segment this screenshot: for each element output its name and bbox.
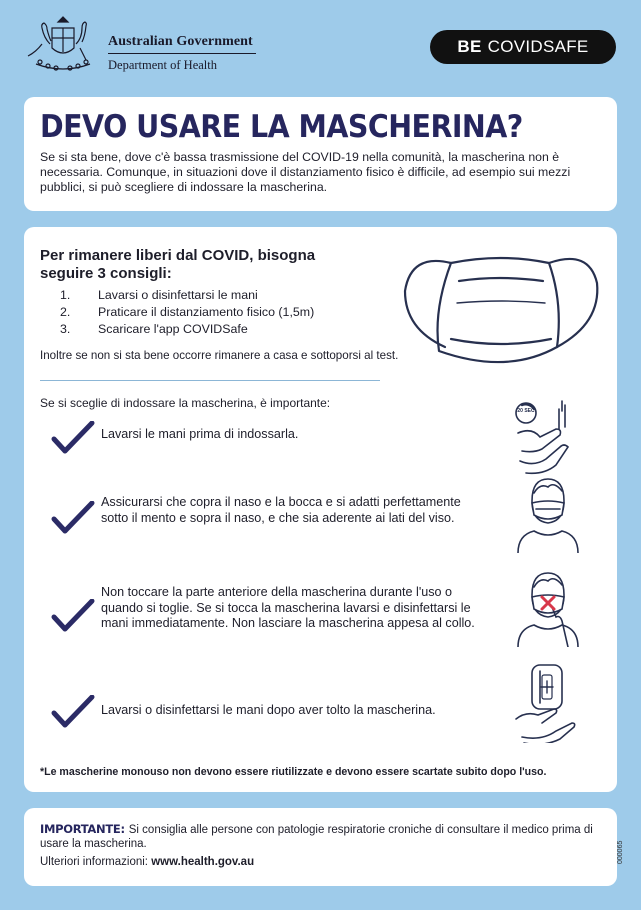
document-code: 000065 [617, 840, 624, 864]
do-not-touch-mask-icon [512, 567, 582, 647]
step-text: Lavarsi le mani prima di indossarla. [101, 427, 299, 441]
health-website-link[interactable]: www.health.gov.au [151, 856, 255, 868]
more-info-label: Ulteriori informazioni: [40, 856, 149, 868]
step-text: Lavarsi o disinfettarsi le mani dopo aver tolto la mascherina. [101, 703, 436, 717]
list-item: 1. Lavarsi o disinfettarsi le mani [60, 288, 258, 302]
advice-heading: Per rimanere liberi dal COVID, bisogna seguire 3 consigli: [40, 247, 316, 282]
page-title: DEVO USARE LA MASCHERINA? [40, 109, 523, 145]
intro-paragraph: Se si sta bene, dove c'è bassa trasmissione del COVID-19 nella comunità, la mascherina non è necessaria. Comunque, in situazioni dove il distanziamento fisico è difficile, ad esempio sui mezzi pubblici, si può scegliere di indossare la mascherina. [40, 150, 571, 194]
header [0, 0, 641, 95]
step-text: Assicurarsi che copra il naso e la bocca e si adatti perfettamente sotto il mento e sopra il naso, e che sia aderente ai lati del viso. [101, 495, 461, 525]
badge-be: BE [457, 37, 482, 56]
tips-list [60, 287, 314, 338]
hand-sanitiser-icon [512, 663, 582, 743]
be-covidsafe-badge [430, 30, 616, 64]
section-divider [40, 380, 380, 381]
important-notice [40, 822, 595, 851]
department-name: Department of Health [108, 58, 217, 72]
face-mask-icon [379, 235, 609, 375]
stay-home-note: Inoltre se non si sta bene occorre rimanere a casa e sottoporsi al test. [40, 349, 399, 362]
list-item: 2. Praticare il distanziamento fisico (1,5m) [60, 305, 315, 319]
important-card [24, 808, 617, 886]
timer-label: 20 SEC [517, 408, 535, 414]
government-name: Australian Government [108, 34, 256, 54]
checkmark-icon [50, 695, 96, 729]
important-label: IMPORTANTE: [40, 822, 125, 836]
wearing-intro: Se si sceglie di indossare la mascherina, è importante: [40, 396, 331, 410]
list-item: 3. Scaricare l'app COVIDSafe [60, 322, 248, 336]
checkmark-icon [50, 421, 96, 455]
checkmark-icon [50, 501, 96, 535]
hand-washing-icon [512, 399, 582, 479]
badge-covidsafe: COVIDSAFE [487, 37, 589, 56]
government-logo-text [108, 34, 256, 73]
advice-card [24, 227, 617, 792]
step-text: Non toccare la parte anteriore della mascherina durante l'uso o quando si toglie. Se si tocca la mascherina lavarsi e disinfettarsi le mani immediatamente. Non lasciare la mascherina appesa al collo. [101, 585, 475, 630]
person-wearing-mask-icon [512, 473, 582, 553]
disposable-mask-footnote: *Le mascherine monouso non devono essere riutilizzate e devono essere scartate subito dopo l'uso. [40, 766, 547, 778]
more-info [40, 856, 254, 868]
important-text: Si consiglia alle persone con patologie respiratorie croniche di consultare il medico prima di usare la mascherina. [40, 824, 593, 850]
coat-of-arms-icon [22, 14, 104, 74]
intro-card [24, 97, 617, 211]
checkmark-icon [50, 599, 96, 633]
